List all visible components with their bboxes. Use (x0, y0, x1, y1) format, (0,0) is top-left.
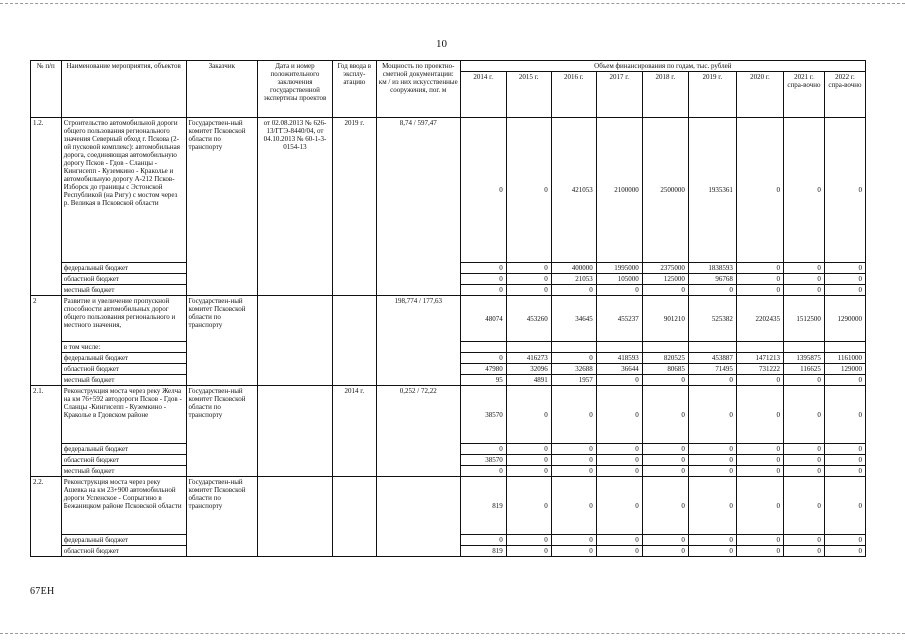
empty-cell (642, 342, 688, 353)
federal-value: 0 (783, 263, 824, 274)
budget-label-local: местный бюджет (61, 285, 186, 296)
table-header (31, 61, 866, 118)
header-year: 2014 г. (460, 72, 506, 118)
federal-value: 0 (506, 535, 551, 546)
total-value: 0 (783, 477, 824, 535)
federal-value: 0 (460, 353, 506, 364)
regional-value: 96768 (688, 274, 736, 285)
regional-value: 0 (596, 455, 642, 466)
federal-value: 0 (551, 535, 596, 546)
regional-value: 0 (824, 274, 865, 285)
budget-label-regional: областной бюджет (61, 546, 186, 557)
local-value: 0 (688, 285, 736, 296)
project-name: Развитие и увеличение пропускной способности автомобильных дорог общего пользования регионального и местного значения, (61, 296, 186, 342)
federal-value: 0 (596, 535, 642, 546)
federal-value: 1395875 (783, 353, 824, 364)
total-value: 0 (824, 118, 865, 263)
total-value: 0 (551, 477, 596, 535)
header-year: 2021 г. спра-вочно (783, 72, 824, 118)
federal-value: 418593 (596, 353, 642, 364)
federal-value: 0 (783, 444, 824, 455)
local-value: 0 (736, 375, 783, 386)
regional-value: 0 (736, 546, 783, 557)
scan-edge-bottom (0, 633, 905, 634)
federal-value: 0 (736, 535, 783, 546)
project-approval (258, 386, 333, 477)
project-capacity: 198,774 / 177,63 (376, 296, 460, 386)
regional-value: 116625 (783, 364, 824, 375)
regional-value: 80685 (642, 364, 688, 375)
federal-value: 0 (551, 444, 596, 455)
empty-cell (824, 342, 865, 353)
project-number: 2.2. (31, 477, 62, 557)
total-value: 525382 (688, 296, 736, 342)
local-value: 4891 (506, 375, 551, 386)
budget-label-regional: областной бюджет (61, 364, 186, 375)
local-value: 0 (783, 285, 824, 296)
project-customer: Государствен-ный комитет Псковской области по транспорту (186, 477, 258, 557)
empty-cell (736, 342, 783, 353)
project-approval: от 02.08.2013 № 626-13/ГГЭ-8440/04, от 04.10.2013 № 60-1-3-0154-13 (258, 118, 333, 296)
project-row (31, 477, 866, 535)
header-year: 2020 г. (736, 72, 783, 118)
regional-value: 0 (460, 274, 506, 285)
regional-value: 0 (783, 274, 824, 285)
local-value: 0 (551, 466, 596, 477)
federal-value: 2375000 (642, 263, 688, 274)
total-value: 0 (596, 386, 642, 444)
regional-value: 125000 (642, 274, 688, 285)
total-value: 0 (736, 477, 783, 535)
project-customer: Государствен-ный комитет Псковской области по транспорту (186, 118, 258, 296)
local-value: 0 (736, 285, 783, 296)
federal-value: 0 (688, 444, 736, 455)
total-value: 901210 (642, 296, 688, 342)
total-value: 48074 (460, 296, 506, 342)
regional-value: 0 (551, 455, 596, 466)
header-year: 2018 г. (642, 72, 688, 118)
local-value: 0 (783, 466, 824, 477)
header-year: 2015 г. (506, 72, 551, 118)
empty-cell (783, 342, 824, 353)
federal-value: 0 (824, 444, 865, 455)
project-number: 2 (31, 296, 62, 386)
total-value: 0 (506, 118, 551, 263)
total-value: 0 (596, 477, 642, 535)
header-year: 2017 г. (596, 72, 642, 118)
document-footer-code: 67EH (30, 586, 55, 597)
local-value: 0 (688, 466, 736, 477)
local-value: 0 (506, 285, 551, 296)
federal-value: 820525 (642, 353, 688, 364)
local-value: 0 (642, 375, 688, 386)
federal-value: 0 (460, 535, 506, 546)
federal-value: 0 (736, 444, 783, 455)
regional-value: 731222 (736, 364, 783, 375)
regional-value: 0 (824, 455, 865, 466)
federal-value: 0 (688, 535, 736, 546)
total-value: 0 (736, 386, 783, 444)
budget-label-regional: областной бюджет (61, 455, 186, 466)
project-capacity (376, 477, 460, 557)
empty-cell (551, 342, 596, 353)
federal-value: 1995000 (596, 263, 642, 274)
project-capacity: 0,252 / 72,22 (376, 386, 460, 477)
regional-value: 0 (688, 546, 736, 557)
local-value: 0 (460, 285, 506, 296)
project-approval (258, 296, 333, 386)
local-value: 0 (688, 375, 736, 386)
local-value: 0 (824, 375, 865, 386)
financing-table (30, 60, 866, 557)
local-value: 0 (551, 285, 596, 296)
regional-value: 71495 (688, 364, 736, 375)
local-value: 0 (642, 466, 688, 477)
federal-value: 1161000 (824, 353, 865, 364)
scan-edge-top (0, 3, 905, 4)
regional-value: 819 (460, 546, 506, 557)
project-year-in: 2019 г. (332, 118, 376, 296)
project-capacity: 8,74 / 597,47 (376, 118, 460, 296)
project-row (31, 118, 866, 263)
header-customer: Заказчик (186, 61, 258, 118)
header-name: Наименование мероприятия, объектов (61, 61, 186, 118)
regional-value: 32096 (506, 364, 551, 375)
budget-label-local: местный бюджет (61, 375, 186, 386)
project-customer: Государствен-ный комитет Псковской области по транспорту (186, 386, 258, 477)
total-value: 0 (688, 386, 736, 444)
budget-label-local: местный бюджет (61, 466, 186, 477)
empty-cell (596, 342, 642, 353)
local-value: 0 (642, 285, 688, 296)
total-value: 0 (783, 386, 824, 444)
header-year: 2022 г. спра-вочно (824, 72, 865, 118)
budget-label-federal: федеральный бюджет (61, 535, 186, 546)
empty-cell (506, 342, 551, 353)
local-value: 1957 (551, 375, 596, 386)
regional-value: 0 (506, 546, 551, 557)
federal-value: 0 (551, 353, 596, 364)
header-capacity: Мощность по проектно-сметной документации: км / из них искусственные сооружения, пог. м (376, 61, 460, 118)
federal-value: 0 (642, 535, 688, 546)
regional-value: 47980 (460, 364, 506, 375)
total-value: 0 (783, 118, 824, 263)
regional-value: 0 (736, 455, 783, 466)
regional-value: 0 (824, 546, 865, 557)
total-value: 1935361 (688, 118, 736, 263)
total-value: 2202435 (736, 296, 783, 342)
total-value: 0 (551, 386, 596, 444)
header-funding: Объем финансирования по годам, тыс. рублей (460, 61, 865, 72)
regional-value: 129000 (824, 364, 865, 375)
header-year: 2016 г. (551, 72, 596, 118)
total-value: 0 (642, 386, 688, 444)
project-row (31, 386, 866, 444)
local-value: 0 (824, 285, 865, 296)
regional-value: 0 (642, 546, 688, 557)
project-number: 1.2. (31, 118, 62, 296)
total-value: 0 (688, 477, 736, 535)
local-value: 0 (736, 466, 783, 477)
project-year-in: 2014 г. (332, 386, 376, 477)
total-value: 0 (824, 477, 865, 535)
federal-value: 0 (642, 444, 688, 455)
project-name: Реконструкция моста через реку Желча на км 76+592 автодороги Псков - Гдов - Сланцы -Кингисепп - Куземкино - Краколье в Гдовском районе (61, 386, 186, 444)
total-value: 819 (460, 477, 506, 535)
local-value: 95 (460, 375, 506, 386)
federal-value: 416273 (506, 353, 551, 364)
header-no: № п/п (31, 61, 62, 118)
federal-value: 1471213 (736, 353, 783, 364)
federal-value: 400000 (551, 263, 596, 274)
header-year-in: Год ввода в эксплу-атацию (332, 61, 376, 118)
federal-value: 0 (783, 535, 824, 546)
federal-value: 0 (460, 263, 506, 274)
header-approval: Дата и номер положительного заключения государственной экспертизы проектов (258, 61, 333, 118)
total-value: 421053 (551, 118, 596, 263)
local-value: 0 (596, 375, 642, 386)
empty-cell (460, 342, 506, 353)
total-value: 34645 (551, 296, 596, 342)
local-value: 0 (596, 285, 642, 296)
budget-label-federal: федеральный бюджет (61, 263, 186, 274)
project-name: Строительство автомобильной дороги общего пользования регионального значения Северный обход г. Пскова (2-ой пусковой комплекс): автомобильная дорога, соединяющая автомобильную дорогу Псков - Гдов - Сланцы - Кингисепп - Куземкино - Краколье и автомобильную дорогу А-212 Псков-Изборск до границы с Эстонской Республикой (на Ригу) с мостом через р. Великая в Псковской области (61, 118, 186, 263)
local-value: 0 (596, 466, 642, 477)
regional-value: 32688 (551, 364, 596, 375)
total-value: 0 (460, 118, 506, 263)
project-number: 2.1. (31, 386, 62, 477)
federal-value: 0 (824, 535, 865, 546)
budget-label-federal: федеральный бюджет (61, 353, 186, 364)
total-value: 1512500 (783, 296, 824, 342)
regional-value: 0 (506, 455, 551, 466)
total-value: 2100000 (596, 118, 642, 263)
federal-value: 0 (596, 444, 642, 455)
total-value: 1290000 (824, 296, 865, 342)
regional-value: 0 (506, 274, 551, 285)
federal-value: 0 (460, 444, 506, 455)
regional-value: 0 (596, 546, 642, 557)
budget-label-federal: федеральный бюджет (61, 444, 186, 455)
regional-value: 36644 (596, 364, 642, 375)
page-number: 10 (436, 38, 447, 50)
regional-value: 0 (642, 455, 688, 466)
empty-cell (688, 342, 736, 353)
total-value: 0 (642, 477, 688, 535)
federal-value: 0 (736, 263, 783, 274)
federal-value: 0 (506, 444, 551, 455)
federal-value: 0 (824, 263, 865, 274)
regional-value: 38570 (460, 455, 506, 466)
total-value: 0 (824, 386, 865, 444)
federal-value: 1838593 (688, 263, 736, 274)
project-customer: Государствен-ный комитет Псковской области по транспорту (186, 296, 258, 386)
total-value: 0 (736, 118, 783, 263)
total-value: 2500000 (642, 118, 688, 263)
local-value: 0 (506, 466, 551, 477)
regional-value: 105000 (596, 274, 642, 285)
local-value: 0 (824, 466, 865, 477)
regional-value: 0 (783, 546, 824, 557)
project-name: Реконструкция моста через реку Ашевка на км 23+900 автомобильной дороги Успенское - Сопрыгино в Бежаницком районе Псковской области (61, 477, 186, 535)
project-year-in (332, 477, 376, 557)
regional-value: 0 (688, 455, 736, 466)
budget-label-regional: областной бюджет (61, 274, 186, 285)
federal-value: 453887 (688, 353, 736, 364)
local-value: 0 (783, 375, 824, 386)
regional-value: 0 (736, 274, 783, 285)
regional-value: 0 (551, 546, 596, 557)
table-body (31, 118, 866, 557)
header-year: 2019 г. (688, 72, 736, 118)
project-year-in (332, 296, 376, 386)
total-value: 0 (506, 477, 551, 535)
regional-value: 0 (783, 455, 824, 466)
project-approval (258, 477, 333, 557)
project-row (31, 296, 866, 342)
total-value: 0 (506, 386, 551, 444)
including-label: в том числе: (61, 342, 186, 353)
local-value: 0 (460, 466, 506, 477)
total-value: 38570 (460, 386, 506, 444)
regional-value: 21053 (551, 274, 596, 285)
total-value: 455237 (596, 296, 642, 342)
federal-value: 0 (506, 263, 551, 274)
total-value: 453260 (506, 296, 551, 342)
